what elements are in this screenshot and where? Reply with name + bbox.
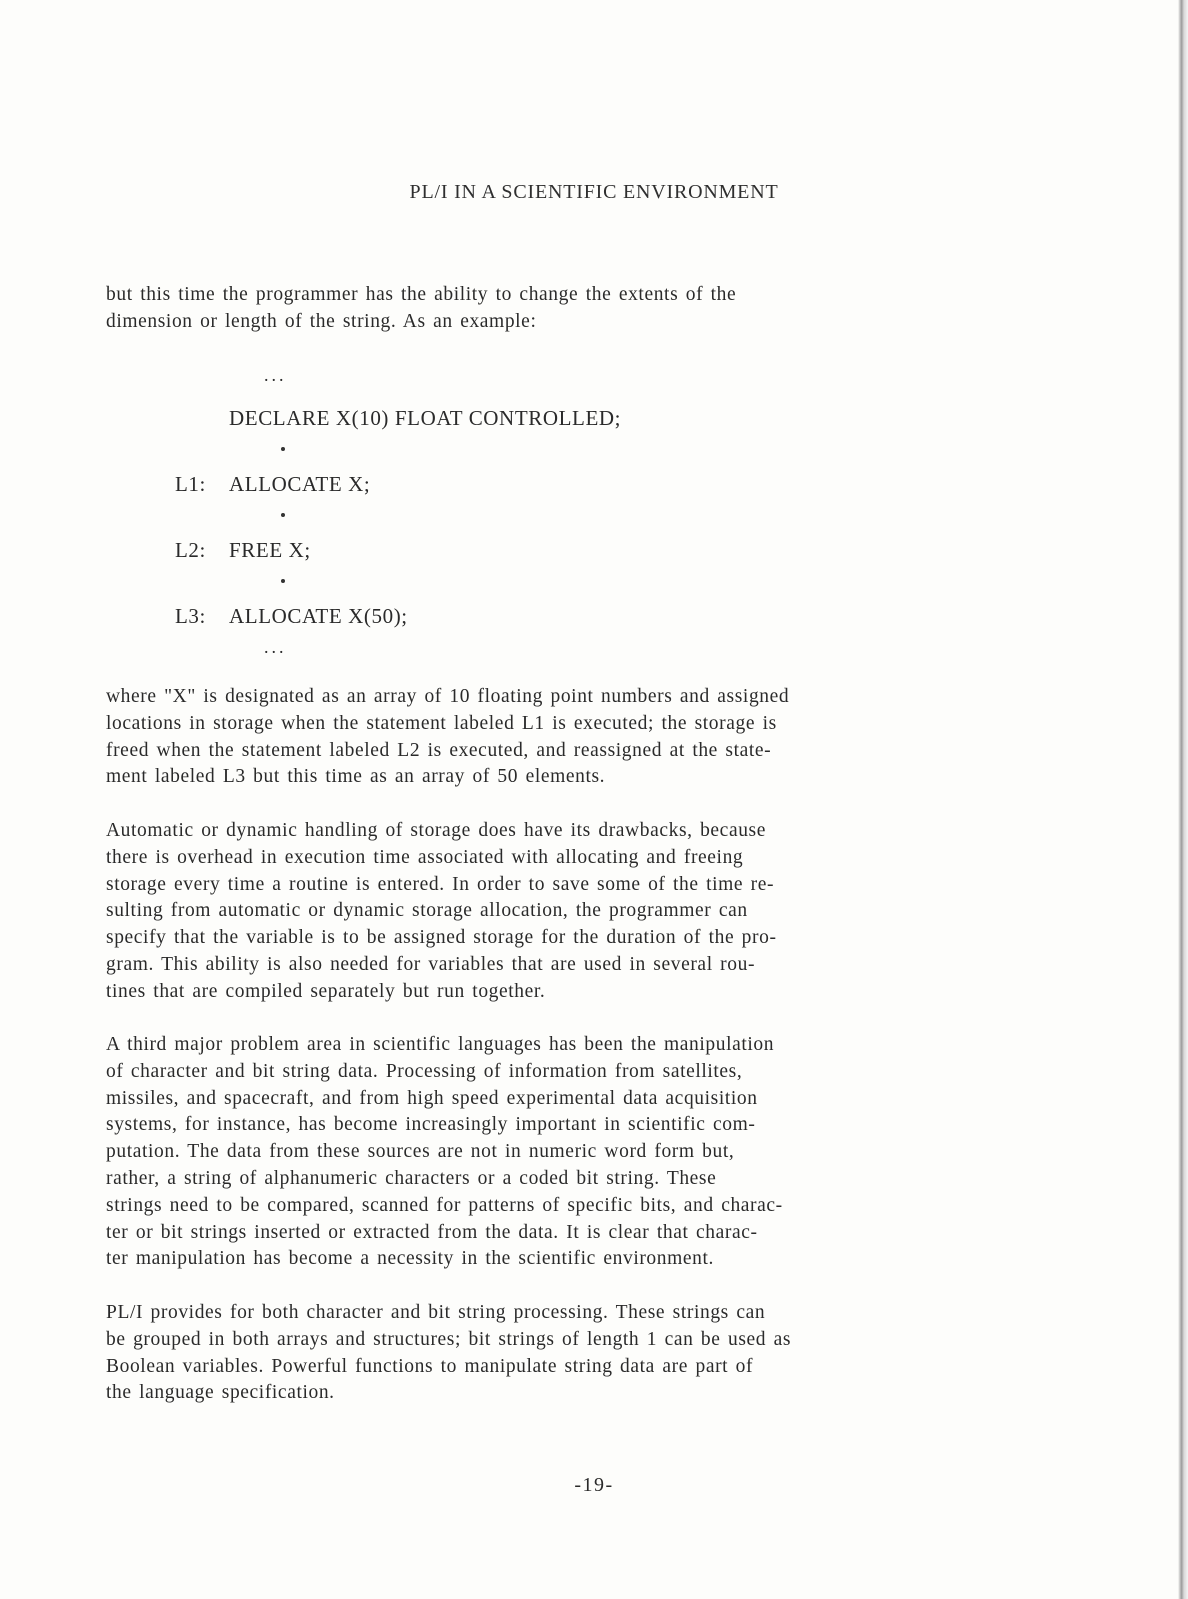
code-ellipsis-bottom: ... [264, 637, 287, 657]
text-line: putation. The data from these sources are not in numeric word form but, [106, 1141, 735, 1163]
text-line: specify that the variable is to be assigned storage for the duration of the pro- [106, 927, 777, 949]
code-statement: FREE X; [229, 538, 311, 562]
code-declare: DECLARE X(10) FLOAT CONTROLLED; [229, 406, 622, 430]
text-line: but this time the programmer has the ability to change the extents of the [106, 284, 737, 305]
text-line: gram. This ability is also needed for variables that are used in several rou- [106, 953, 756, 975]
code-label: L1: [175, 472, 206, 496]
body-paragraph [106, 1032, 1081, 1273]
text-line: strings need to be compared, scanned for patterns of specific bits, and charac- [106, 1194, 783, 1216]
code-continuation-dot [281, 579, 285, 583]
text-line: where "X" is designated as an array of 10 floating point numbers and assigned [106, 686, 790, 707]
text-line: ment labeled L3 but this time as an array of 50 elements. [106, 766, 606, 788]
code-line-l1 [175, 471, 370, 497]
code-label: L2: [175, 538, 206, 562]
code-continuation-dot [281, 513, 285, 517]
code-ellipsis-top: ... [264, 365, 287, 385]
body-paragraph [106, 818, 1081, 1006]
page-number: -19- [574, 1474, 614, 1496]
running-header: PL/I IN A SCIENTIFIC ENVIRONMENT [409, 181, 779, 203]
text-line: tines that are compiled separately but run together. [106, 980, 546, 1002]
text-line: PL/I provides for both character and bit string processing. These strings can [106, 1302, 766, 1323]
text-line: Automatic or dynamic handling of storage does have its drawbacks, because [106, 820, 766, 841]
code-statement: ALLOCATE X(50); [229, 604, 408, 628]
code-continuation-dot [281, 447, 285, 451]
code-line-l2 [175, 537, 311, 563]
text-line: A third major problem area in scientific languages has been the manipulation [106, 1034, 775, 1055]
text-line: dimension or length of the string. As an example: [106, 310, 537, 332]
text-line: the language specification. [106, 1382, 335, 1404]
page-edge-shadow [1178, 0, 1188, 1599]
text-line: be grouped in both arrays and structures; bit strings of length 1 can be used as [106, 1328, 792, 1350]
body-paragraph [106, 1300, 1081, 1407]
text-line: missiles, and spacecraft, and from high speed experimental data acquisition [106, 1087, 758, 1109]
text-line: sulting from automatic or dynamic storage allocation, the programmer can [106, 900, 748, 922]
text-line: there is overhead in execution time associated with allocating and freeing [106, 846, 744, 868]
code-line-l3 [175, 603, 408, 629]
text-line: rather, a string of alphanumeric characters or a coded bit string. These [106, 1167, 717, 1189]
text-line: of character and bit string data. Processing of information from satellites, [106, 1060, 743, 1082]
text-line: locations in storage when the statement labeled L1 is executed; the storage is [106, 712, 777, 734]
text-line: freed when the statement labeled L2 is executed, and reassigned at the state- [106, 739, 772, 761]
text-line: systems, for instance, has become increasingly important in scientific com- [106, 1114, 756, 1136]
text-line: Boolean variables. Powerful functions to manipulate string data are part of [106, 1355, 754, 1377]
code-label: L3: [175, 604, 206, 628]
text-line: storage every time a routine is entered. In order to save some of the time re- [106, 873, 775, 895]
text-line: ter manipulation has become a necessity in the scientific environment. [106, 1248, 714, 1270]
text-line: ter or bit strings inserted or extracted from the data. It is clear that charac- [106, 1221, 758, 1243]
body-paragraph [106, 684, 1081, 791]
code-statement: ALLOCATE X; [229, 472, 371, 496]
intro-paragraph [106, 282, 1081, 336]
